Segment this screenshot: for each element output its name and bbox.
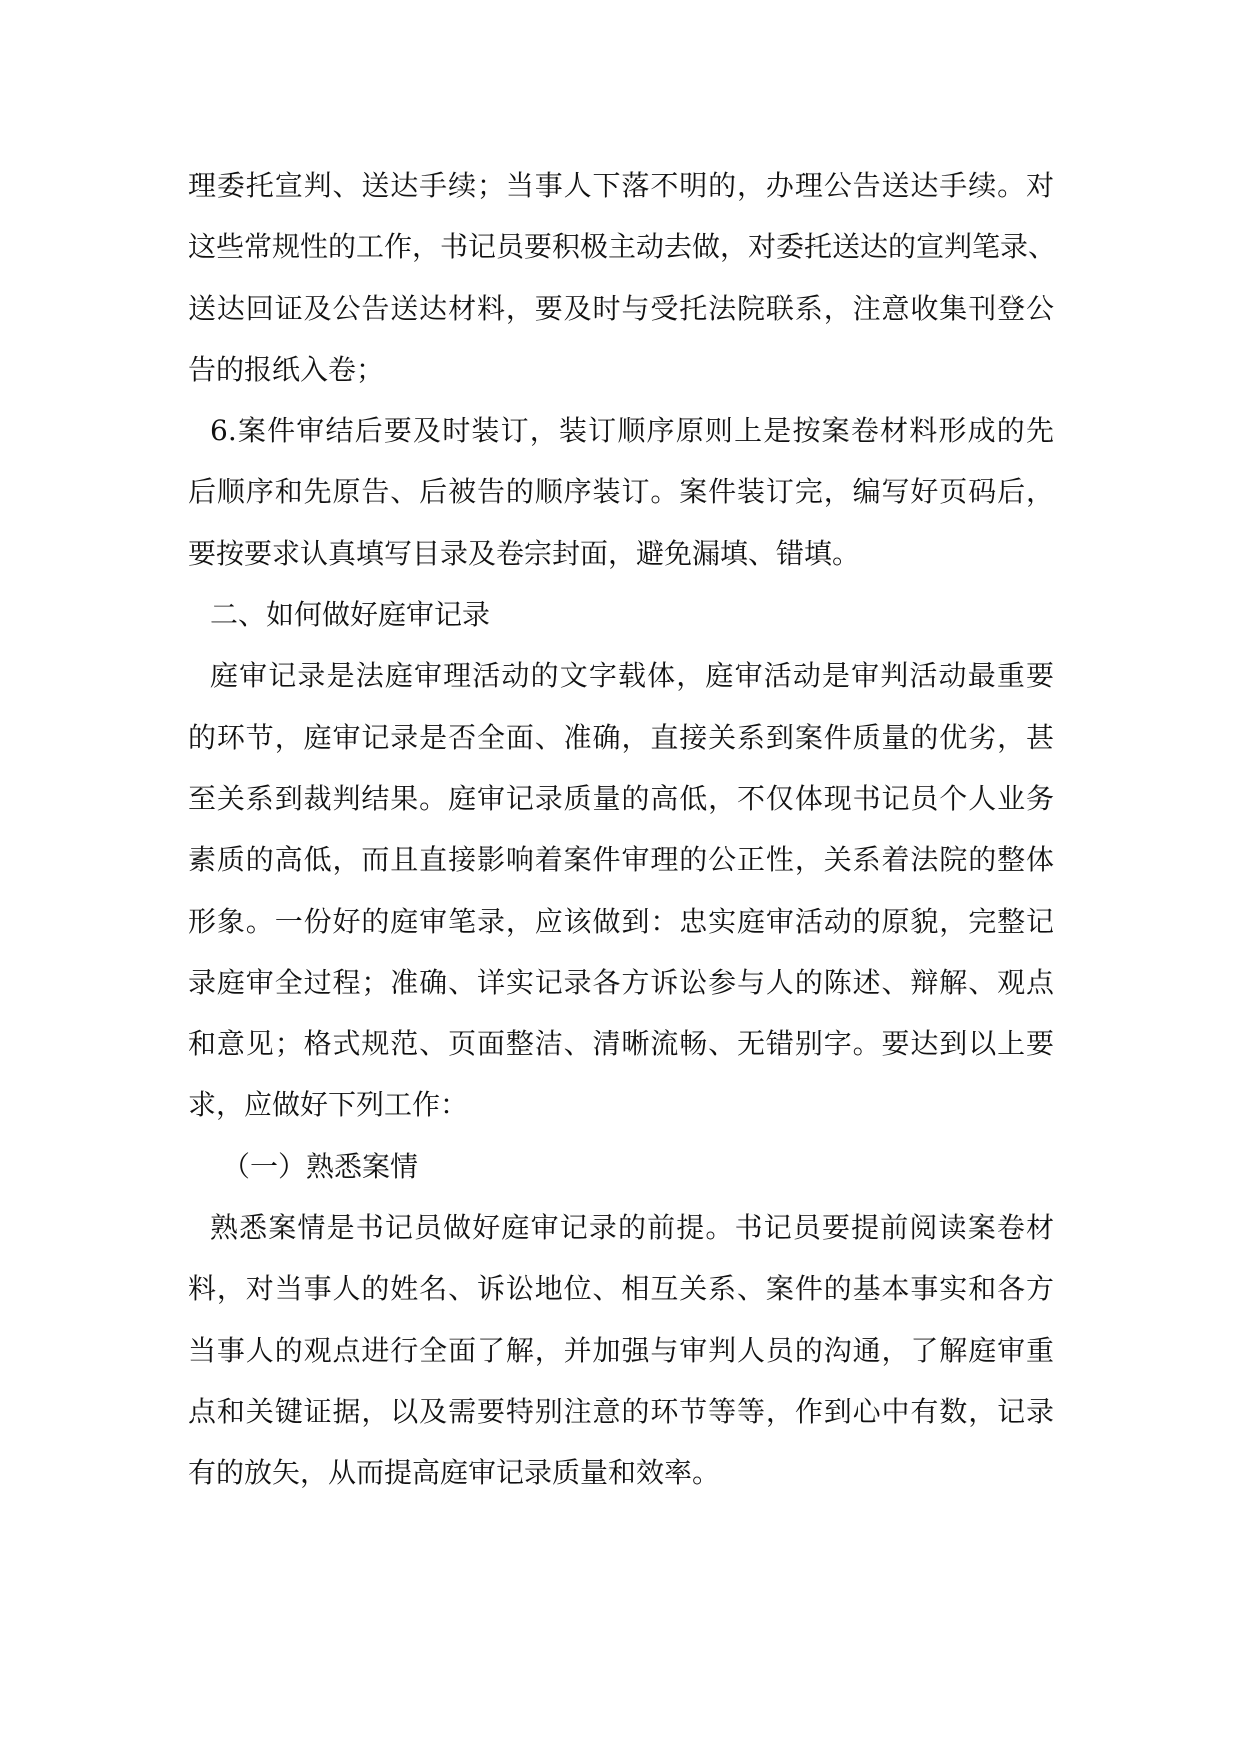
text-line-21: 点和关键证据，以及需要特别注意的环节等等，作到心中有数，记录 (188, 1394, 1054, 1428)
text-line-5: 6.案件审结后要及时装订，装订顺序原则上是按案卷材料形成的先 (210, 414, 1054, 448)
text-line-7: 要按要求认真填写目录及卷宗封面，避免漏填、错填。 (188, 536, 861, 570)
text-line-6: 后顺序和先原告、后被告的顺序装订。案件装订完，编写好页码后， (188, 475, 1054, 509)
text-line-18: 熟悉案情是书记员做好庭审记录的前提。书记员要提前阅读案卷材 (210, 1211, 1054, 1245)
text-line-11: 至关系到裁判结果。庭审记录质量的高低，不仅体现书记员个人业务 (188, 781, 1054, 815)
text-line-1: 理委托宣判、送达手续；当事人下落不明的，办理公告送达手续。对 (188, 169, 1054, 202)
text-line-19: 料，对当事人的姓名、诉讼地位、相互关系、案件的基本事实和各方 (188, 1272, 1054, 1306)
text-line-22: 有的放矢，从而提高庭审记录质量和效率。 (188, 1456, 721, 1490)
text-line-14: 录庭审全过程；准确、详实记录各方诉讼参与人的陈述、辩解、观点 (188, 965, 1054, 999)
subsection-heading: （一）熟悉案情 (222, 1149, 419, 1183)
text-line-12: 素质的高低，而且直接影响着案件审理的公正性，关系着法院的整体 (188, 843, 1054, 877)
document-body (188, 155, 1057, 1504)
text-line-3: 送达回证及公告送达材料，要及时与受托法院联系，注意收集刊登公 (188, 291, 1054, 325)
text-line-16: 求，应做好下列工作： (188, 1088, 469, 1122)
text-line-10: 的环节，庭审记录是否全面、准确，直接关系到案件质量的优劣，甚 (188, 720, 1054, 754)
text-line-4: 告的报纸入卷； (188, 352, 385, 386)
text-line-20: 当事人的观点进行全面了解，并加强与审判人员的沟通，了解庭审重 (188, 1333, 1054, 1367)
text-line-13: 形象。一份好的庭审笔录，应该做到：忠实庭审活动的原貌，完整记 (188, 904, 1054, 938)
section-heading: 二、如何做好庭审记录 (210, 598, 491, 632)
text-line-9: 庭审记录是法庭审理活动的文字载体，庭审活动是审判活动最重要 (210, 659, 1054, 693)
text-line-15: 和意见；格式规范、页面整洁、清晰流畅、无错别字。要达到以上要 (188, 1027, 1054, 1061)
text-line-2: 这些常规性的工作，书记员要积极主动去做，对委托送达的宣判笔录、 (188, 230, 1057, 264)
